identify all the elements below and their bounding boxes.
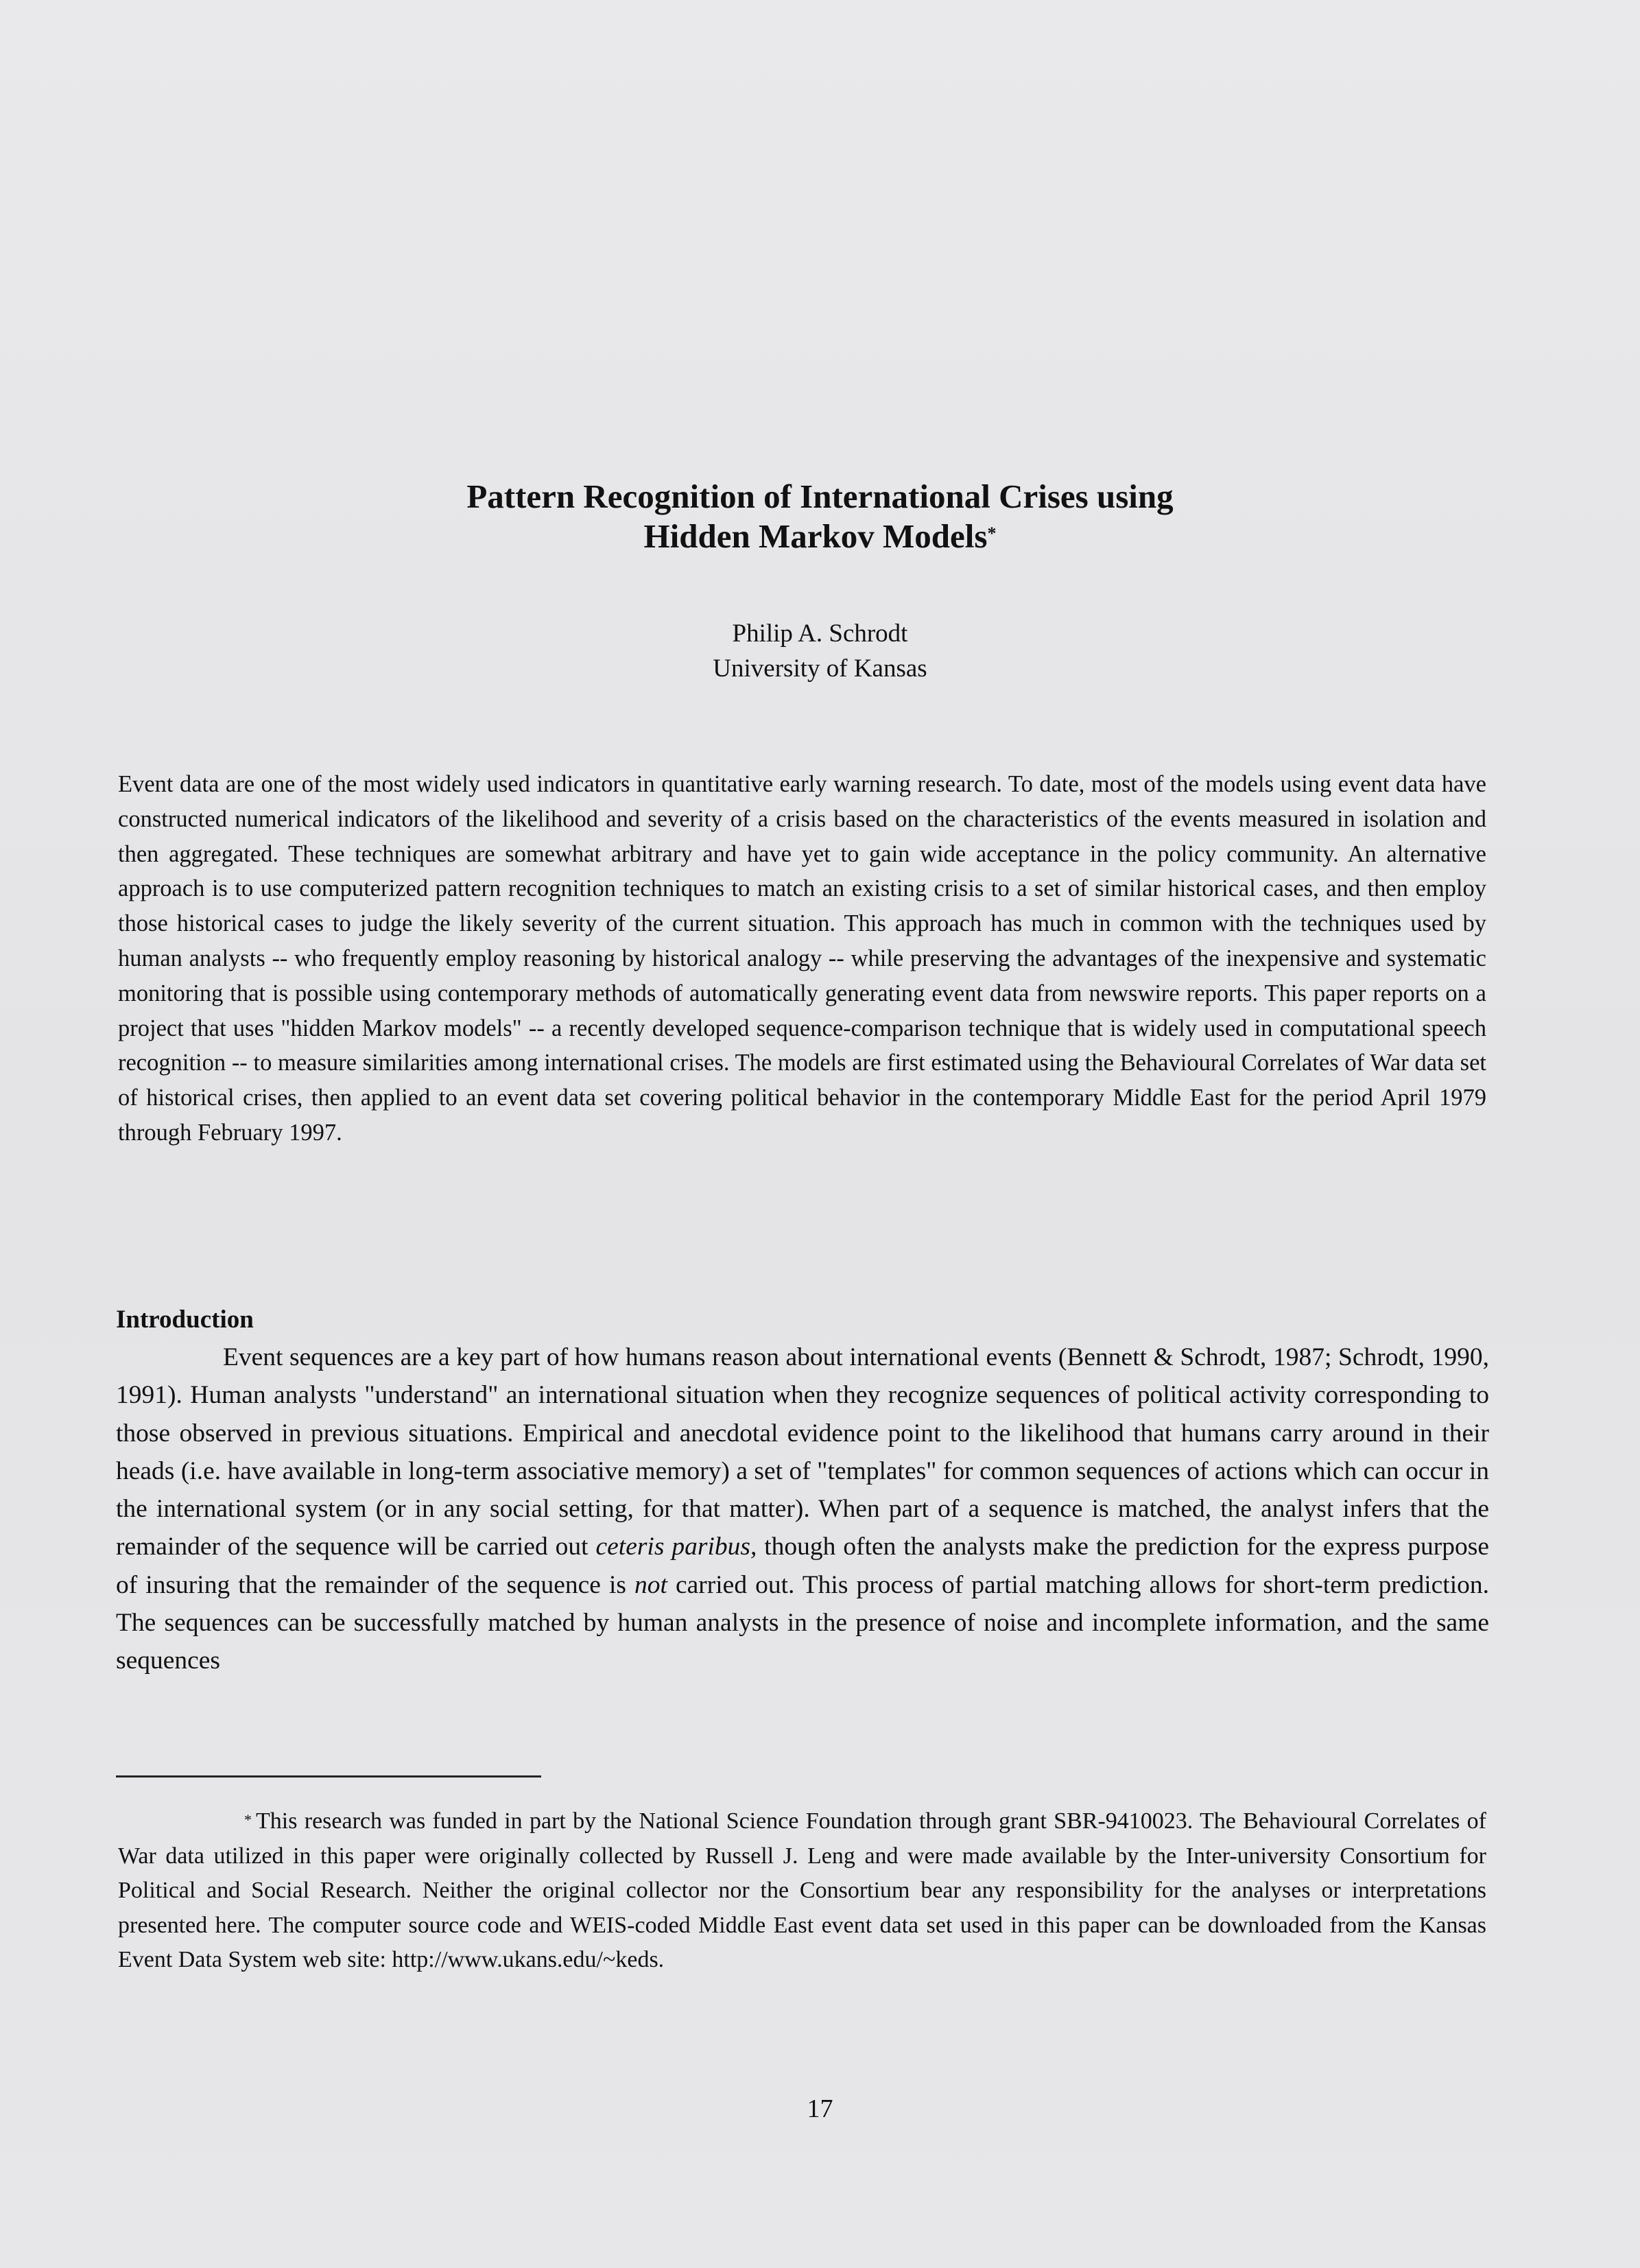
intro-text-2: though often the analysts make the prediction for the express purpose of insuring that the remainder of the sequence is (116, 1533, 1489, 1599)
footnote-divider (116, 1775, 541, 1777)
section-heading-introduction: Introduction (116, 1306, 254, 1334)
page-number: 17 (807, 2094, 833, 2123)
intro-italic-ceteris-paribus: ceteris paribus, (595, 1533, 757, 1561)
abstract: Event data are one of the most widely used indicators in quantitative early warning research. To date, most of the models using event data have constructed numerical indicators of the likelihood and severity of a crisis based on the characteristics of the events measured in isolation and then aggregated. These techniques are somewhat arbitrary and have yet to gain wide acceptance in the policy community. An alternative approach is to use computerized pattern recognition techniques to match an existing crisis to a set of similar historical cases, and then employ those historical cases to judge the likely severity of the current situation. This approach has much in common with the techniques used by human analysts -- who frequently employ reasoning by historical analogy -- while preserving the advantages of the inexpensive and systematic monitoring that is possible using contemporary methods of automatically generating event data from newswire reports. This paper reports on a project that uses "hidden Markov models" -- a recently developed sequence-comparison technique that is widely used in computational speech recognition -- to measure similarities among international crises. The models are first estimated using the Behavioural Correlates of War data set of historical crises, then applied to an event data set covering political behavior in the contemporary Middle East for the period April 1979 through February 1997. (118, 771, 1486, 1146)
footnote-mark: * (244, 1811, 252, 1828)
author-name: Philip A. Schrodt (732, 619, 908, 648)
paper-title (0, 477, 1640, 556)
title-line-2-text: Hidden Markov Models (643, 517, 988, 555)
title-footnote-mark: * (987, 523, 997, 543)
footnote-text: This research was funded in part by the National Science Foundation through grant SBR-9410023. The Behavioural Correlates of War data utilized in this paper were originally collected by Russell J. Leng and were made available by the Inter-university Consortium for Political and Social Research. Neither the original collector nor the Consortium bear any responsibility for the analyses or interpretations presented here. The computer source code and WEIS-coded Middle East event data set used in this paper can be downloaded from the Kansas Event Data System web site: http://www.ukans.edu/~keds. (118, 1808, 1486, 1972)
footnote (118, 1804, 1486, 1978)
title-line-2 (0, 517, 1640, 556)
intro-italic-not: not (634, 1570, 667, 1599)
author-affiliation: University of Kansas (713, 654, 927, 683)
intro-text-3: carried out. This process of partial matching allows for short-term prediction. The sequences can be successfully matched by human analysts in the presence of noise and incomplete information, and the same sequences (116, 1570, 1490, 1675)
author-block (0, 616, 1640, 686)
title-line-1: Pattern Recognition of International Crises using (466, 477, 1174, 515)
intro-text-1: Event sequences are a key part of how humans reason about international events (Bennett & Schrodt, 1987; Schrodt, 1990, 1991). Human analysts "understand" an international situation when they recognize sequences of political activity corresponding to those observed in previous situations. Empirical and anecdotal evidence point to the likelihood that humans carry around in their heads (i.e. have available in long-term associative memory) a set of "templates" for common sequences of actions which can occur in the international system (or in any social setting, for that matter). When part of a sequence is matched, the analyst infers that the remainder of the sequence will be carried out (116, 1343, 1489, 1561)
introduction-paragraph (116, 1338, 1489, 1680)
